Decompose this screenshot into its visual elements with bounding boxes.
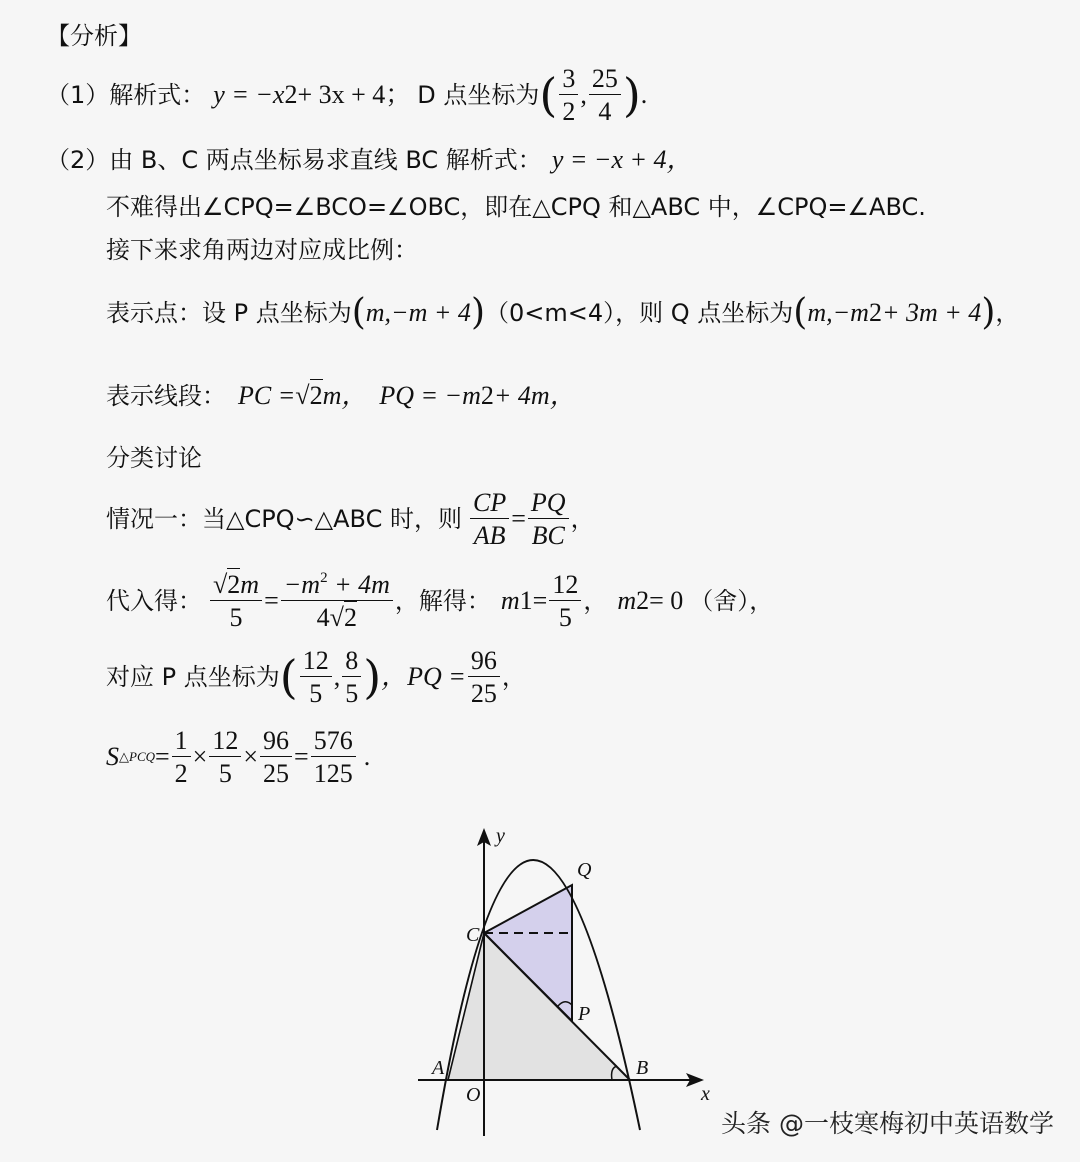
points-line: 表示点：设 P 点坐标为 ( m,−m + 4 ) （0<m<4），则 Q 点坐标为 ( m,−m 2 + 3m + 4 ) ， (106, 292, 1020, 333)
points-label: 表示点：设 P 点坐标为 (106, 299, 352, 327)
area-frac3: $\frac{96}{25}$ (260, 727, 292, 788)
label-o: O (466, 1084, 481, 1106)
label-x: x (701, 1083, 710, 1105)
case1-label: 情况一：当△CPQ∽△ABC 时，则 (106, 505, 462, 533)
pc-c: m， (322, 381, 368, 410)
sub-frac1: $\frac{√2m}{5}$ (210, 571, 262, 632)
m1-frac: $\frac{12}{5}$ (549, 571, 581, 632)
area-s: S (106, 742, 119, 771)
angle-line: 不难得出∠CPQ=∠BCO=∠OBC，即在△CPQ 和△ABC 中，∠CPQ=∠ABC. (106, 193, 926, 221)
part2-label: （2）由 B、C 两点坐标易求直线 BC 解析式： (46, 146, 542, 174)
area-frac1: $\frac{1}{2}$ (172, 727, 191, 788)
case1-line: 情况一：当△CPQ∽△ABC 时，则 $\frac{CP}{AB}$ = $\frac{PQ}{BC}$ ， (106, 487, 595, 550)
label-b: B (636, 1057, 649, 1079)
case1-frac1: $\frac{CP}{AB}$ (470, 489, 509, 550)
label-q: Q (577, 859, 592, 881)
paren-left: ( (539, 68, 558, 122)
pc-b: 2 (309, 381, 323, 410)
d-y-frac: $\frac{25}{4}$ (589, 65, 621, 126)
classify: 分类讨论 (106, 444, 202, 472)
area-frac4: $\frac{576}{125}$ (311, 727, 356, 788)
substitute-line: 代入得： $\frac{√2m}{5}$ = $\frac{-m^2 + 4m}{4√2}$ ，解得： m 1 = $\frac{12}{5}$ ， m 2 = 0 （舍）， (106, 569, 774, 632)
p-label: 对应 P 点坐标为 (106, 663, 280, 691)
pq-a: PQ = −m (379, 381, 481, 410)
sub-frac2: $\frac{-m^2 + 4m}{4√2}$ (281, 571, 393, 632)
p-range: （0<m<4），则 Q 点坐标为 (484, 299, 794, 327)
part1-line: （1）解析式： y = −x 2 + 3x + 4； D 点坐标为 ( $\frac{3}{2}$ , $\frac{25}{4}$ ) . (46, 63, 648, 126)
watermark: 头条 @一枝寒梅初中英语数学 (721, 1109, 1054, 1138)
next-line: 接下来求角两边对应成比例： (106, 236, 418, 264)
part1-formula-a: y = −x (213, 80, 285, 109)
paren-right: ) (622, 68, 641, 122)
label-p: P (578, 1003, 591, 1025)
solve-label: ，解得： (394, 587, 491, 615)
q-coord-b: + 3m + 4 (881, 298, 982, 327)
q-coord-a: m,−m (807, 298, 869, 327)
pq-b: + 4m， (493, 381, 576, 410)
pc-a: PC = (238, 381, 296, 410)
pq-label: ，PQ = (381, 662, 466, 691)
part1-point-text: D 点坐标为 (417, 81, 540, 109)
seg-label: 表示线段： (106, 382, 226, 410)
part1-label: （1）解析式： (46, 81, 206, 109)
label-c: C (466, 924, 480, 946)
p-frac-x: $\frac{12}{5}$ (300, 647, 332, 708)
segments-line: 表示线段： PC = √ 2 m， PQ = −m 2 + 4m， (106, 381, 576, 410)
area-frac2: $\frac{12}{5}$ (209, 727, 241, 788)
points-end: ， (995, 299, 1020, 327)
heading: 【分析】 (46, 22, 142, 50)
d-x-frac: $\frac{3}{2}$ (559, 65, 578, 126)
pq-frac: $\frac{96}{25}$ (468, 647, 500, 708)
bc-formula: y = −x + 4， (551, 145, 693, 174)
area-line: S △PCQ = $\frac{1}{2}$ × $\frac{12}{5}$ × $\frac{96}{25}$ = $\frac{576}{125}$ . (106, 725, 371, 788)
p-coord: m,−m + 4 (365, 298, 471, 327)
part1-formula-b: + 3x + 4； (297, 80, 412, 109)
label-a: A (432, 1057, 445, 1079)
label-y: y (496, 825, 505, 847)
case1-frac2: $\frac{PQ}{BC}$ (528, 489, 569, 550)
part1-end: . (640, 80, 648, 109)
p-coord-line: 对应 P 点坐标为 ( $\frac{12}{5}$ , $\frac{8}{5}$ ) ，PQ = $\frac{96}{25}$ ， (106, 645, 526, 708)
sub-label: 代入得： (106, 587, 202, 615)
p-frac-y: $\frac{8}{5}$ (342, 647, 361, 708)
